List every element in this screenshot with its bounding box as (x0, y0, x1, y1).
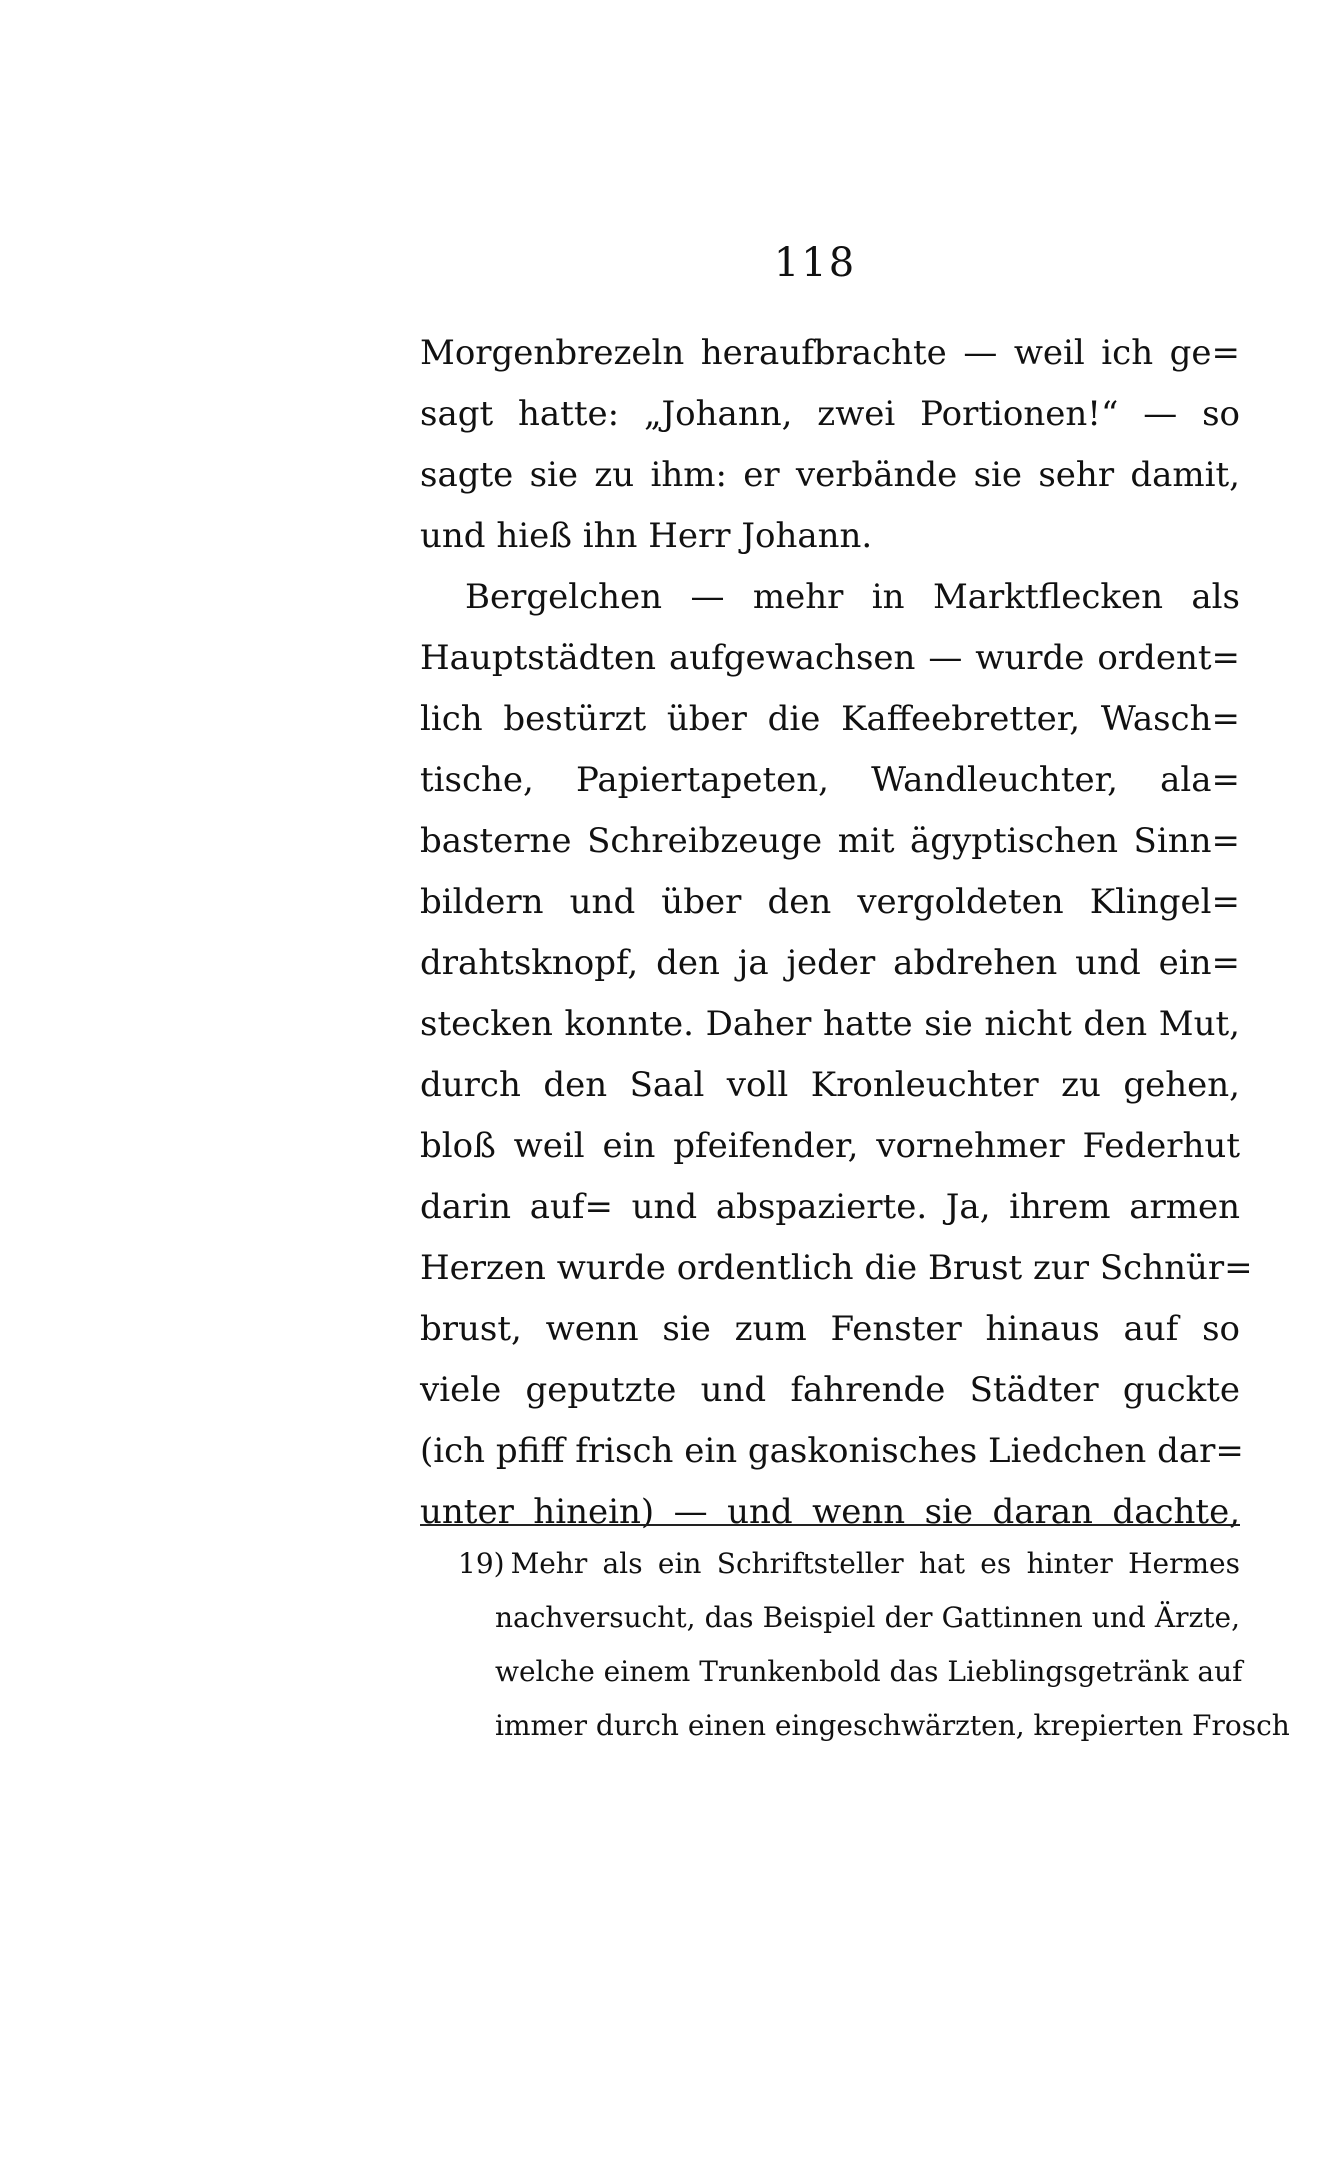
text-line: tische, Papiertapeten, Wandleuchter, ala= (420, 760, 1240, 800)
text-line: darin auf= und abspazierte. Ja, ihrem armen (420, 1187, 1240, 1227)
text-line: (ich pfiff frisch ein gaskonisches Liedchen dar= (420, 1431, 1244, 1471)
text-line: Bergelchen — mehr in Marktflecken als (465, 577, 1240, 617)
footnote (420, 1537, 1290, 1753)
text-line: und hieß ihn Herr Johann. (420, 516, 873, 556)
footnote-divider (420, 1524, 1240, 1526)
text-line: sagt hatte: „Johann, zwei Portionen!“ — so (420, 394, 1240, 434)
footnote-line: welche einem Trunkenbold das Lieblingsgetränk auf (495, 1655, 1243, 1688)
page-number: 118 (773, 240, 857, 286)
text-line: Morgenbrezeln heraufbrachte — weil ich ge= (420, 333, 1240, 373)
text-line: stecken konnte. Daher hatte sie nicht den Mut, (420, 1004, 1240, 1044)
text-line: unter hinein) — und wenn sie daran dachte, (420, 1492, 1240, 1532)
text-line: bildern und über den vergoldeten Klingel= (420, 882, 1240, 922)
footnote-number: 19) (458, 1547, 505, 1580)
footnote-line (420, 1537, 1240, 1591)
text-line: sagte sie zu ihm: er verbände sie sehr damit, (420, 455, 1240, 495)
text-line: viele geputzte und fahrende Städter guckte (420, 1370, 1240, 1410)
text-line: brust, wenn sie zum Fenster hinaus auf so (420, 1309, 1240, 1349)
text-line: bloß weil ein pfeifender, vornehmer Federhut (420, 1126, 1240, 1166)
body-text (420, 323, 1253, 1543)
text-line: Herzen wurde ordentlich die Brust zur Schnür= (420, 1248, 1253, 1288)
text-line: basterne Schreibzeuge mit ägyptischen Sinn= (420, 821, 1240, 861)
footnote-line: nachversucht, das Beispiel der Gattinnen und Ärzte, (495, 1601, 1240, 1634)
footnote-line: immer durch einen eingeschwärzten, krepierten Frosch (495, 1709, 1290, 1742)
text-line: durch den Saal voll Kronleuchter zu gehen, (420, 1065, 1240, 1105)
text-line: lich bestürzt über die Kaffeebretter, Wasch= (420, 699, 1240, 739)
footnote-line-text: Mehr als ein Schriftsteller hat es hinter Hermes (510, 1547, 1240, 1580)
text-line: Hauptstädten aufgewachsen — wurde ordent= (420, 638, 1240, 678)
text-line: drahtsknopf, den ja jeder abdrehen und ein= (420, 943, 1240, 983)
